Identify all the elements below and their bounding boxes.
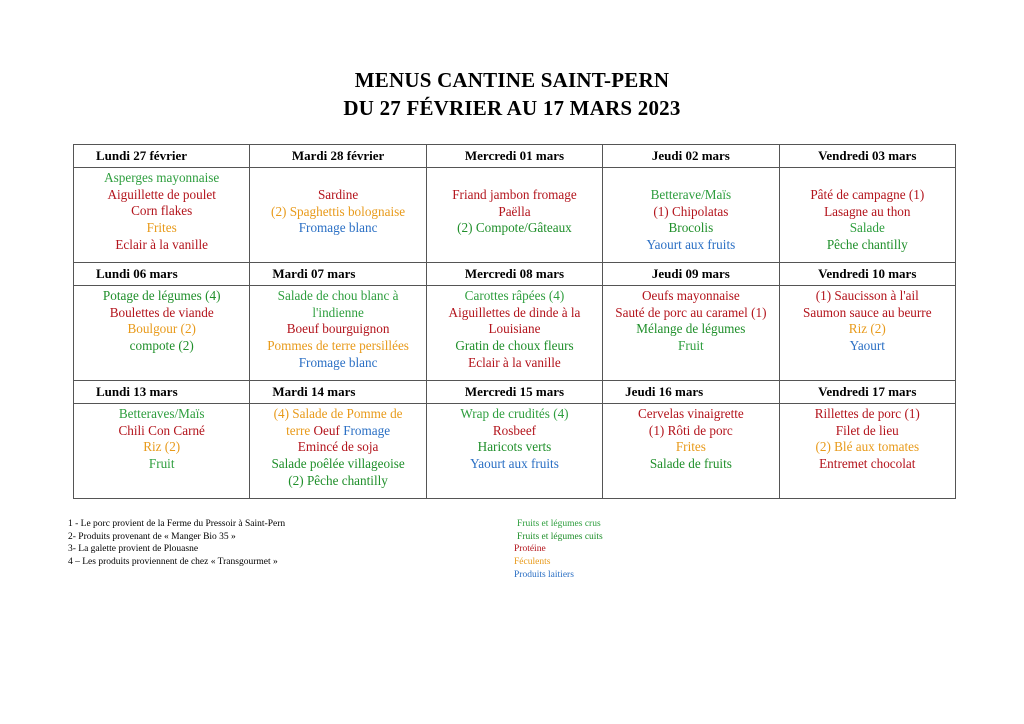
menu-item: Fruit bbox=[148, 456, 175, 472]
menu-row bbox=[74, 286, 956, 381]
menu-item: Yaourt aux fruits bbox=[646, 237, 736, 253]
menu-item: Salade poêlée villageoise bbox=[271, 456, 405, 472]
menu-item: Fromage blanc bbox=[298, 220, 378, 236]
menu-item: (1) Chipolatas bbox=[653, 203, 729, 219]
day-header: Lundi 27 février bbox=[74, 145, 250, 168]
day-header: Vendredi 17 mars bbox=[779, 381, 955, 404]
day-header: Lundi 06 mars bbox=[74, 263, 250, 286]
menu-item: Frites bbox=[146, 220, 177, 236]
day-header: Vendredi 10 mars bbox=[779, 263, 955, 286]
footnote: 1 - Le porc provient de la Ferme du Pressoir à Saint-Pern bbox=[68, 519, 286, 529]
menu-cell bbox=[74, 404, 250, 499]
menu-cell bbox=[779, 286, 955, 381]
menu-item: Asperges mayonnaise bbox=[104, 170, 220, 185]
menu-item: Wrap de crudités (4) bbox=[460, 406, 569, 421]
menu-cell bbox=[426, 168, 602, 263]
legend-starches: Féculents bbox=[514, 557, 551, 568]
menu-item: Yaourt bbox=[849, 338, 885, 354]
menu-item: l'indienne bbox=[312, 304, 364, 320]
menu-item: Brocolis bbox=[668, 220, 714, 236]
menu-cell bbox=[779, 168, 955, 263]
menu-item: (1) Rôti de porc bbox=[648, 422, 733, 438]
title-line-2: DU 27 FÉVRIER AU 17 MARS 2023 bbox=[343, 96, 681, 120]
menu-item: Boulgour (2) bbox=[127, 321, 196, 337]
menu-item: Potage de légumes (4) bbox=[102, 288, 221, 303]
menu-cell bbox=[779, 404, 955, 499]
menu-item: Gratin de choux fleurs bbox=[455, 338, 574, 354]
menu-item: Aiguillette de poulet bbox=[107, 186, 216, 202]
day-header: Lundi 13 mars bbox=[74, 381, 250, 404]
menu-item: compote (2) bbox=[129, 338, 194, 354]
menu-cell bbox=[603, 168, 779, 263]
menu-item: Eclair à la vanille bbox=[115, 236, 209, 252]
day-header: Mardi 14 mars bbox=[250, 381, 426, 404]
menu-item: Paëlla bbox=[498, 203, 531, 219]
title-line-1: MENUS CANTINE SAINT-PERN bbox=[354, 68, 670, 92]
menu-item: Pâté de campagne (1) bbox=[810, 187, 925, 202]
menu-item: Betteraves/Maïs bbox=[118, 406, 205, 421]
menu-row bbox=[74, 168, 956, 263]
legend-cooked-produce: Fruits et légumes cuits bbox=[517, 531, 603, 542]
menu-cell bbox=[250, 404, 426, 499]
menu-item: Carottes râpées (4) bbox=[464, 288, 565, 303]
menu-cell bbox=[603, 404, 779, 499]
menu-item: Eclair à la vanille bbox=[468, 354, 561, 370]
menu-item: Pêche chantilly bbox=[826, 237, 908, 253]
menu-item: Aiguillettes de dinde à la bbox=[448, 304, 581, 320]
menu-item-part: Oeuf bbox=[313, 422, 344, 438]
day-header-row bbox=[74, 145, 956, 168]
day-header-row bbox=[74, 263, 956, 286]
menu-cell bbox=[426, 286, 602, 381]
menu-item: (2) Compote/Gâteaux bbox=[457, 220, 572, 236]
menu-item: Sauté de porc au caramel (1) bbox=[615, 304, 767, 320]
menu-item: Boeuf bourguignon bbox=[286, 321, 390, 337]
menu-item: Mélange de légumes bbox=[636, 321, 746, 337]
day-header: Mercredi 08 mars bbox=[426, 263, 602, 286]
menu-item: Filet de lieu bbox=[835, 422, 899, 438]
footnote: 3- La galette provient de Plouasne bbox=[68, 544, 199, 555]
menu-item: Oeufs mayonnaise bbox=[641, 288, 740, 303]
menu-item: Cervelas vinaigrette bbox=[637, 406, 744, 421]
menu-item: (2) Pêche chantilly bbox=[288, 472, 388, 488]
day-header: Jeudi 09 mars bbox=[603, 263, 779, 286]
menu-item: Emincé de soja bbox=[297, 439, 379, 455]
menu-item-part: terre bbox=[286, 422, 314, 438]
day-header: Mercredi 01 mars bbox=[426, 145, 602, 168]
day-header: Mercredi 15 mars bbox=[426, 381, 602, 404]
menu-item: Riz (2) bbox=[143, 439, 181, 455]
menu-table bbox=[73, 144, 956, 499]
day-header-row bbox=[74, 381, 956, 404]
menu-item: Fruit bbox=[678, 338, 704, 354]
menu-item: Betterave/Maïs bbox=[650, 187, 732, 202]
menu-item bbox=[252, 423, 423, 440]
menu-item: Fromage blanc bbox=[298, 354, 378, 370]
menu-item: Friand jambon fromage bbox=[452, 187, 577, 202]
menu-item: Salade de chou blanc à bbox=[277, 288, 399, 303]
menu-item: Louisiane bbox=[488, 321, 541, 337]
page-title bbox=[0, 66, 1024, 122]
menu-item: Haricots verts bbox=[477, 439, 552, 455]
menu-item: Sardine bbox=[317, 187, 359, 202]
menu-item: Rillettes de porc (1) bbox=[814, 406, 920, 421]
footnotes bbox=[68, 518, 285, 569]
day-header: Vendredi 03 mars bbox=[779, 145, 955, 168]
menu-item: Pommes de terre persillées bbox=[267, 338, 409, 354]
day-header: Mardi 07 mars bbox=[250, 263, 426, 286]
day-header: Jeudi 02 mars bbox=[603, 145, 779, 168]
menu-cell bbox=[426, 404, 602, 499]
menu-row bbox=[74, 404, 956, 499]
menu-item: Chili Con Carné bbox=[118, 422, 205, 438]
menu-item: Saumon sauce au beurre bbox=[803, 304, 932, 320]
day-header: Mardi 28 février bbox=[250, 145, 426, 168]
menu-cell bbox=[250, 168, 426, 263]
menu-item: Riz (2) bbox=[848, 321, 886, 337]
legend-dairy: Produits laitiers bbox=[514, 569, 574, 580]
menu-item: Salade de fruits bbox=[649, 456, 732, 472]
menu-item: (4) Salade de Pomme de bbox=[273, 406, 403, 421]
menu-item: (1) Saucisson à l'ail bbox=[815, 288, 919, 303]
legend-protein: Protéine bbox=[514, 544, 546, 555]
menu-item: Boulettes de viande bbox=[109, 304, 214, 320]
menu-item: Lasagne au thon bbox=[824, 203, 911, 219]
footnote: 4 – Les produits proviennent de chez « Transgourmet » bbox=[68, 557, 278, 568]
menu-item: Corn flakes bbox=[131, 203, 193, 219]
menu-item: Frites bbox=[675, 439, 706, 455]
legend-raw-produce: Fruits et légumes crus bbox=[517, 519, 601, 529]
footnote: 2- Produits provenant de « Manger Bio 35 » bbox=[68, 531, 236, 542]
menu-cell bbox=[250, 286, 426, 381]
menu-item: Yaourt aux fruits bbox=[470, 456, 559, 472]
menu-item: Salade bbox=[849, 220, 885, 236]
menu-item-part: Fromage bbox=[343, 422, 391, 438]
menu-cell bbox=[74, 286, 250, 381]
color-legend bbox=[514, 518, 603, 582]
day-header: Jeudi 16 mars bbox=[603, 381, 779, 404]
menu-cell bbox=[603, 286, 779, 381]
menu-item: Rosbeef bbox=[492, 422, 537, 438]
menu-item: (2) Spaghettis bolognaise bbox=[271, 203, 406, 219]
menu-item: (2) Blé aux tomates bbox=[815, 439, 920, 455]
menu-item: Entremet chocolat bbox=[819, 456, 916, 472]
menu-cell bbox=[74, 168, 250, 263]
